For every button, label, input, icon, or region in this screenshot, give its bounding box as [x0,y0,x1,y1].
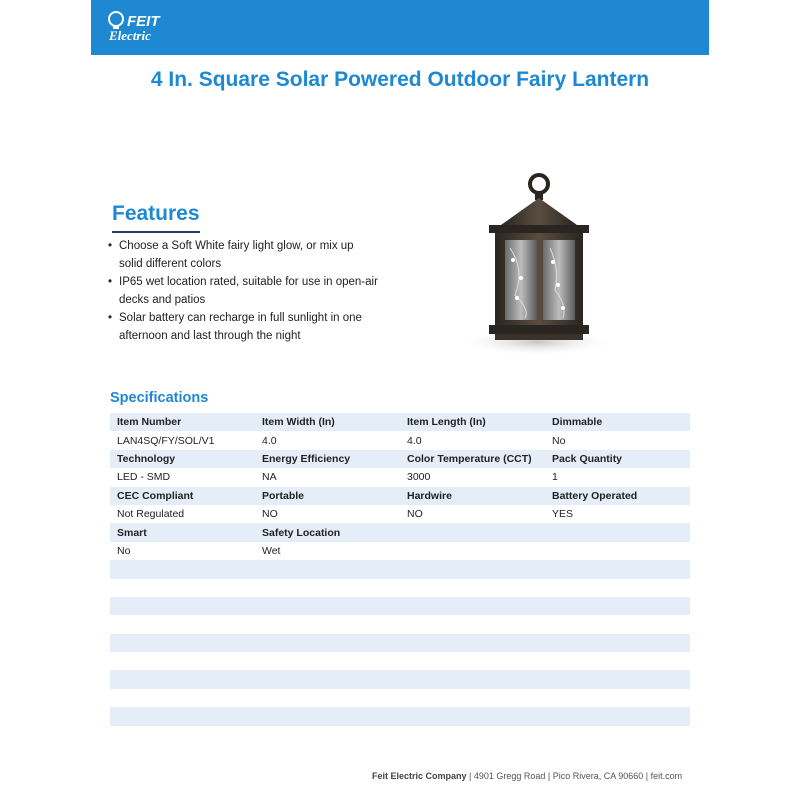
spec-label-cell: Pack Quantity [552,452,623,465]
spec-value-row [110,615,690,633]
spec-value-row [110,542,690,560]
spec-label-cell: Technology [117,452,176,465]
spec-value-row [110,652,690,670]
spec-value-row [110,431,690,449]
spec-value-row [110,689,690,707]
spec-label-cell: Battery Operated [552,489,638,502]
spec-value-cell: YES [552,508,574,521]
spec-label-cell: Energy Efficiency [262,452,351,465]
spec-value-cell: No [552,434,566,447]
features-list [108,238,378,346]
spec-value-row [110,579,690,597]
spec-value-cell: No [117,544,131,557]
spec-value-cell: 4.0 [407,434,422,447]
spec-label-cell: Dimmable [552,416,603,429]
features-heading: Features [112,202,200,225]
spec-label-cell: Item Number [117,416,182,429]
item-number-link[interactable]: LAN4SQ/FY/SOL/V1 [117,434,215,447]
feit-electric-logo[interactable] [107,9,177,45]
spec-label-cell: Safety Location [262,526,341,539]
spec-label-cell: Item Width (In) [262,416,335,429]
spec-label-row [110,487,690,505]
spec-label-row [110,597,690,615]
spec-label-cell: Portable [262,489,305,502]
bullet-icon: • [108,312,113,324]
footer-address: | 4901 Gregg Road | Pico Rivera, CA 90660 | [466,771,651,781]
spec-value-cell: 3000 [407,471,431,484]
spec-label-cell: Color Temperature (CCT) [407,452,532,465]
spec-value-cell: 4.0 [262,434,277,447]
spec-value-cell: NO [407,508,423,521]
spec-label-cell: Item Length (In) [407,416,486,429]
lantern-image [455,170,617,360]
spec-value-cell: 1 [552,471,558,484]
spec-label-row [110,707,690,725]
spec-label-cell: Hardwire [407,489,452,502]
spec-value-cell: NO [262,508,278,521]
spec-label-row [110,560,690,578]
spec-value-row [110,505,690,523]
bullet-icon: • [108,276,113,288]
specifications-table [110,413,690,726]
bullet-icon: • [108,240,113,252]
spec-label-row [110,634,690,652]
spec-label-row [110,413,690,431]
feature-text: Solar battery can recharge in full sunlight in one afternoon and last through the night [119,312,362,342]
spec-label-row [110,523,690,541]
footer-company: Feit Electric Company [372,771,467,781]
spec-value-row [110,468,690,486]
header-bar [91,0,709,55]
spec-label-row [110,450,690,468]
spec-value-cell: LED - SMD [117,471,171,484]
spec-label-cell: CEC Compliant [117,489,194,502]
features-divider [112,231,200,233]
logo-bottom-text: Electric [109,28,151,43]
spec-value-cell: NA [262,471,277,484]
feature-item [108,274,378,309]
feature-item [108,310,378,345]
logo-top-text: FEIT [127,13,160,30]
specifications-heading: Specifications [110,390,209,406]
spec-label-row [110,670,690,688]
footer [372,771,682,781]
footer-site-link[interactable]: feit.com [650,771,683,781]
page-title: 4 In. Square Solar Powered Outdoor Fairy Lantern [150,68,650,91]
feature-item [108,238,378,273]
feature-text: Choose a Soft White fairy light glow, or mix up solid different colors [119,240,354,270]
spec-label-cell: Smart [117,526,147,539]
spec-value-cell: Not Regulated [117,508,185,521]
feature-text: IP65 wet location rated, suitable for use in open-air decks and patios [119,276,378,306]
spec-value-cell: Wet [262,544,281,557]
